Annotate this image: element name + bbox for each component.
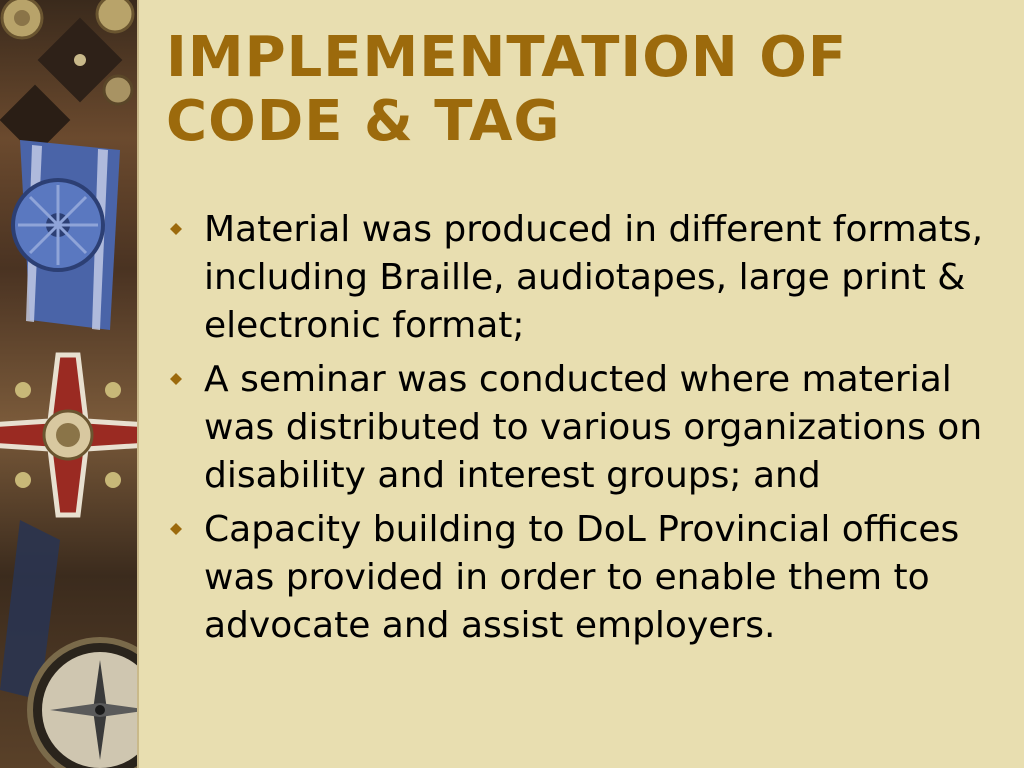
compass-decoration [30,640,137,768]
diamond-bullet-icon [170,373,182,385]
slide-title: IMPLEMENTATION OF CODE & TAG [166,25,848,154]
button-studs-decoration [0,0,133,155]
bullet-text: A seminar was conducted where material was distributed to various organizations on disability and interest groups; and [204,359,983,496]
decorative-photo-strip [0,0,139,768]
medals-compass-illustration [0,0,137,768]
bullet-list [164,206,1004,656]
blue-ribbon-decoration [13,140,120,330]
bullet-item [164,506,1004,650]
diamond-bullet-icon [170,223,182,235]
bullet-item [164,356,1004,500]
bullet-text: Capacity building to DoL Provincial offices was provided in order to enable them to advocate and assist employers. [204,509,960,646]
bullet-item [164,206,1004,350]
cross-medal-decoration [0,355,137,515]
diamond-bullet-icon [170,523,182,535]
bullet-text: Material was produced in different formats, including Braille, audiotapes, large print & electronic format; [204,209,984,346]
